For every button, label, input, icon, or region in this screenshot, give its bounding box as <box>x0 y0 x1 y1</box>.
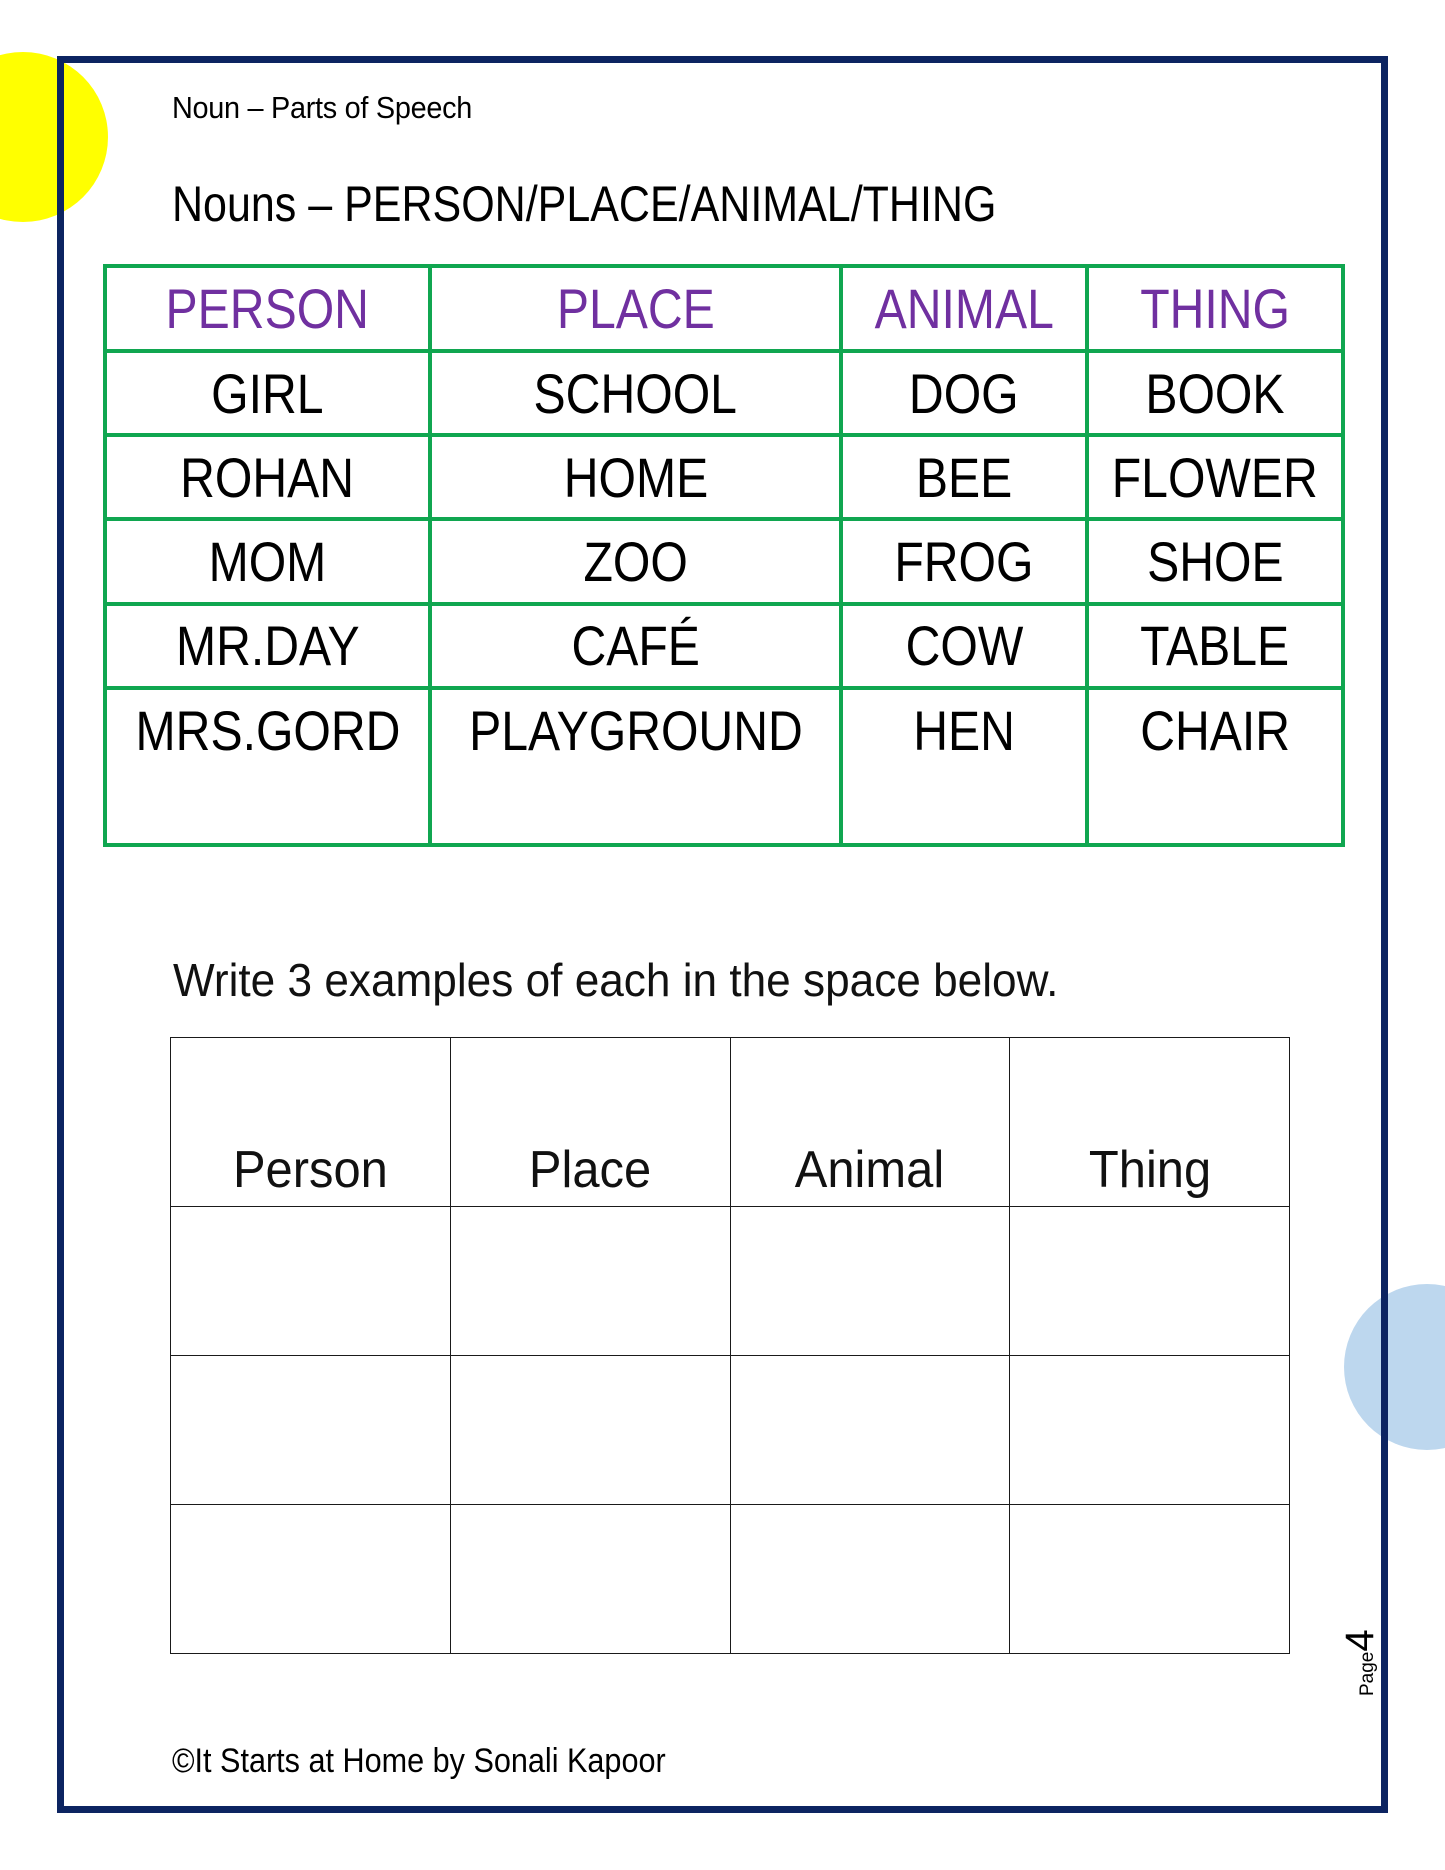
table-cell: CHAIR <box>1087 688 1343 845</box>
table-cell: HOME <box>430 435 841 519</box>
practice-header-person: Person <box>171 1038 451 1207</box>
answer-cell[interactable] <box>171 1207 451 1356</box>
table-cell: DOG <box>841 351 1087 435</box>
table-cell: ROHAN <box>105 435 430 519</box>
worksheet-subject: Noun – Parts of Speech <box>172 90 472 125</box>
page-number-value: 4 <box>1338 1629 1382 1652</box>
practice-header-place: Place <box>450 1038 730 1207</box>
page-number <box>1340 1612 1384 1696</box>
table-cell: GIRL <box>105 351 430 435</box>
copyright-footer: ©It Starts at Home by Sonali Kapoor <box>172 1742 666 1780</box>
practice-row <box>171 1505 1290 1654</box>
answer-cell[interactable] <box>1010 1356 1290 1505</box>
practice-row <box>171 1356 1290 1505</box>
answer-cell[interactable] <box>730 1356 1010 1505</box>
practice-header-row <box>171 1038 1290 1207</box>
table-row <box>105 351 1343 435</box>
table-row <box>105 519 1343 603</box>
table-cell: BOOK <box>1087 351 1343 435</box>
answer-cell[interactable] <box>730 1505 1010 1654</box>
answer-cell[interactable] <box>171 1505 451 1654</box>
noun-examples-table <box>103 264 1345 847</box>
table-cell: FLOWER <box>1087 435 1343 519</box>
table-cell: COW <box>841 604 1087 688</box>
table-cell: TABLE <box>1087 604 1343 688</box>
table-cell: CAFÉ <box>430 604 841 688</box>
table-cell: MRS.GORD <box>105 688 430 845</box>
column-header-animal: ANIMAL <box>841 266 1087 351</box>
table-cell: BEE <box>841 435 1087 519</box>
noun-table-header-row <box>105 266 1343 351</box>
column-header-thing: THING <box>1087 266 1343 351</box>
table-row <box>105 688 1343 845</box>
table-cell: PLAYGROUND <box>430 688 841 845</box>
worksheet-title: Nouns – PERSON/PLACE/ANIMAL/THING <box>172 176 997 232</box>
answer-cell[interactable] <box>1010 1207 1290 1356</box>
answer-cell[interactable] <box>1010 1505 1290 1654</box>
table-cell: ZOO <box>430 519 841 603</box>
exercise-instruction: Write 3 examples of each in the space below. <box>173 954 1059 1006</box>
practice-row <box>171 1207 1290 1356</box>
page-label: Page <box>1357 1651 1378 1696</box>
column-header-person: PERSON <box>105 266 430 351</box>
answer-cell[interactable] <box>730 1207 1010 1356</box>
practice-header-animal: Animal <box>730 1038 1010 1207</box>
answer-cell[interactable] <box>450 1207 730 1356</box>
answer-cell[interactable] <box>450 1356 730 1505</box>
table-row <box>105 435 1343 519</box>
table-cell: HEN <box>841 688 1087 845</box>
table-cell: MOM <box>105 519 430 603</box>
table-cell: SCHOOL <box>430 351 841 435</box>
table-cell: SHOE <box>1087 519 1343 603</box>
answer-cell[interactable] <box>171 1356 451 1505</box>
table-row <box>105 604 1343 688</box>
practice-header-thing: Thing <box>1010 1038 1290 1207</box>
column-header-place: PLACE <box>430 266 841 351</box>
table-cell: FROG <box>841 519 1087 603</box>
answer-cell[interactable] <box>450 1505 730 1654</box>
table-cell: MR.DAY <box>105 604 430 688</box>
practice-answer-table <box>170 1037 1290 1654</box>
